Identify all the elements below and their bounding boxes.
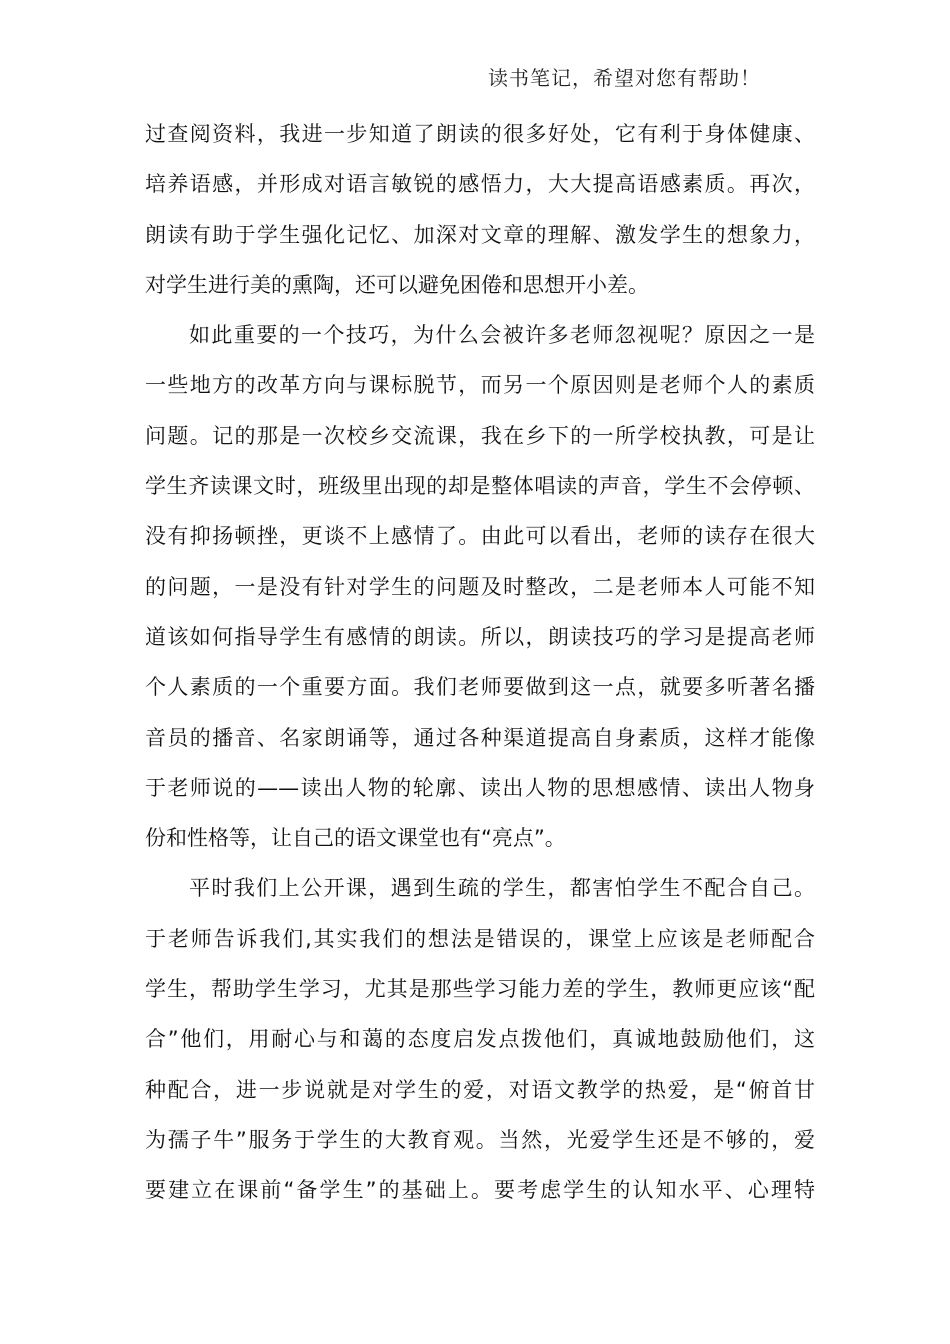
- text-line: 合”他们，用耐心与和蔼的态度启发点拨他们，真诚地鼓励他们，这: [145, 1027, 815, 1052]
- text-line: 问题。记的那是一次校乡交流课，我在乡下的一所学校执教，可是让: [145, 423, 815, 448]
- text-line: 种配合，进一步说就是对学生的爱，对语文教学的热爱，是“俯首甘: [145, 1077, 815, 1102]
- text-line: 道该如何指导学生有感情的朗读。所以，朗读技巧的学习是提高老师: [145, 624, 815, 649]
- body-text: [145, 109, 815, 1216]
- text-line: 朗读有助于学生强化记忆、加深对文章的理解、激发学生的想象力，: [145, 222, 815, 247]
- page-header: 读书笔记，希望对您有帮助！: [488, 66, 761, 90]
- text-line: 过查阅资料，我进一步知道了朗读的很多好处，它有利于身体健康、: [145, 122, 815, 146]
- paragraph-first-line: 如此重要的一个技巧，为什么会被许多老师忽视呢？原因之一是: [189, 323, 815, 348]
- text-line: 于老师说的——读出人物的轮廓、读出人物的思想感情、读出人物身: [145, 775, 815, 800]
- text-line: 对学生进行美的熏陶，还可以避免困倦和思想开小差。: [145, 272, 649, 297]
- text-line: 个人素质的一个重要方面。我们老师要做到这一点，就要多听著名播: [145, 675, 815, 700]
- text-line: 学生，帮助学生学习，尤其是那些学习能力差的学生，教师更应该“配: [145, 977, 815, 1002]
- paragraph-first-line: 平时我们上公开课，遇到生疏的学生，都害怕学生不配合自己。: [189, 876, 815, 901]
- text-line: 要建立在课前“备学生”的基础上。要考虑学生的认知水平、心理特: [145, 1178, 815, 1203]
- text-line: 音员的播音、名家朗诵等，通过各种渠道提高自身素质，这样才能像: [145, 725, 815, 750]
- text-line: 的问题，一是没有针对学生的问题及时整改，二是老师本人可能不知: [145, 574, 815, 599]
- text-line: 为孺子牛”服务于学生的大教育观。当然，光爱学生还是不够的，爱: [145, 1127, 815, 1152]
- text-line: 没有抑扬顿挫，更谈不上感情了。由此可以看出，老师的读存在很大: [145, 524, 815, 549]
- text-line: 学生齐读课文时，班级里出现的却是整体唱读的声音，学生不会停顿、: [145, 474, 815, 499]
- text-line: 培养语感，并形成对语言敏锐的感悟力，大大提高语感素质。再次，: [145, 172, 815, 197]
- text-line: 份和性格等，让自己的语文课堂也有“亮点”。: [145, 826, 566, 851]
- text-line: 于老师告诉我们,其实我们的想法是错误的，课堂上应该是老师配合: [145, 926, 815, 951]
- text-line: 一些地方的改革方向与课标脱节，而另一个原因则是老师个人的素质: [145, 373, 815, 398]
